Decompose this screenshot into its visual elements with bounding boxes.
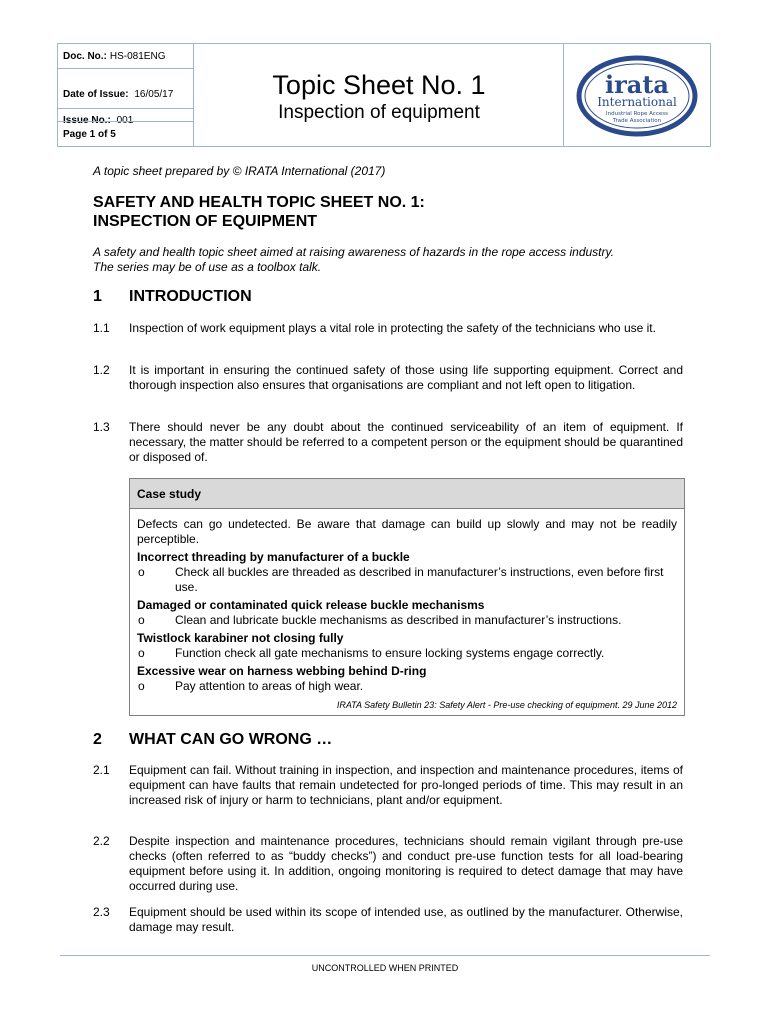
paragraph-text: Equipment can fail. Without training in inspection, and inspection and maintenance procedures, items of equipment can have faults that remain undetected for pro-longed periods of time. This may result in an increased risk of injury or harm to technicians, plant and/or equipment. bbox=[129, 763, 683, 807]
paragraph-number: 2.1 bbox=[93, 763, 110, 777]
case-item-text: Function check all gate mechanisms to ensure locking systems engage correctly. bbox=[175, 646, 605, 660]
case-study-body bbox=[130, 509, 684, 713]
bullet-icon: o bbox=[138, 646, 145, 660]
doc-meta-column bbox=[58, 44, 194, 146]
page-title: Topic Sheet No. 1 bbox=[272, 70, 486, 100]
case-item-bullet bbox=[137, 646, 677, 661]
case-item-text: Clean and lubricate buckle mechanisms as described in manufacturer’s instructions. bbox=[175, 613, 622, 627]
paragraph bbox=[93, 420, 683, 465]
case-study-source: IRATA Safety Bulletin 23: Safety Alert - Pre-use checking of equipment. 29 June 2012 bbox=[336, 700, 677, 710]
main-title bbox=[93, 193, 425, 231]
title-column bbox=[194, 44, 564, 146]
paragraph-text: Equipment should be used within its scope of intended use, as outlined by the manufacturer. Otherwise, damage may result. bbox=[129, 905, 683, 934]
paragraph bbox=[93, 905, 683, 935]
section-number: 1 bbox=[93, 288, 102, 305]
paragraph-text: Despite inspection and maintenance procedures, technicians should remain vigilant through pre-use checks (often referred to as “buddy checks”) and conduct pre-use function tests for all load-bearing equipment before using it. In addition, ongoing monitoring is required to detect damage that may have occurred during use. bbox=[129, 834, 683, 893]
footer-text: UNCONTROLLED WHEN PRINTED bbox=[311, 963, 459, 973]
logo-word: irata bbox=[605, 70, 669, 99]
section-title: WHAT CAN GO WRONG … bbox=[129, 731, 333, 748]
intro-line-1: A safety and health topic sheet aimed at raising awareness of hazards in the rope access industry. bbox=[93, 245, 614, 259]
page-number bbox=[58, 121, 193, 146]
date-of-issue bbox=[63, 89, 173, 100]
irata-logo-icon bbox=[564, 44, 710, 146]
bullet-icon: o bbox=[138, 565, 145, 579]
bullet-icon: o bbox=[138, 613, 145, 627]
page-subtitle: Inspection of equipment bbox=[278, 102, 480, 123]
prepared-by: A topic sheet prepared by © IRATA International (2017) bbox=[93, 164, 386, 178]
case-item-heading: Damaged or contaminated quick release buckle mechanisms bbox=[137, 598, 485, 612]
issue-label: Issue No.: bbox=[63, 115, 111, 126]
paragraph-number: 1.1 bbox=[93, 321, 110, 335]
paragraph-text: Inspection of work equipment plays a vital role in protecting the safety of the technicians who use it. bbox=[129, 321, 656, 335]
doc-number-label: Doc. No.: bbox=[63, 50, 107, 62]
case-item-bullet bbox=[137, 613, 677, 628]
paragraph-text: There should never be any doubt about the continued serviceability of an item of equipment. If necessary, the matter should be referred to a competent person or the equipment should be quarantined or disposed of. bbox=[129, 420, 683, 464]
paragraph bbox=[93, 363, 683, 393]
paragraph-number: 2.2 bbox=[93, 834, 110, 848]
issue-info bbox=[58, 69, 193, 126]
logo-sub: International bbox=[597, 95, 677, 109]
case-item-heading: Excessive wear on harness webbing behind D-ring bbox=[137, 664, 427, 678]
case-item-text: Check all buckles are threaded as described in manufacturer’s instructions, even before first use. bbox=[175, 565, 664, 594]
main-title-line-2: INSPECTION OF EQUIPMENT bbox=[93, 213, 318, 230]
paragraph-number: 1.3 bbox=[93, 420, 110, 434]
section-title: INTRODUCTION bbox=[129, 288, 252, 305]
footer-divider bbox=[60, 955, 710, 956]
paragraph bbox=[93, 763, 683, 808]
logo-tag-2: Trade Association bbox=[612, 118, 662, 124]
paragraph bbox=[93, 834, 683, 894]
section-number: 2 bbox=[93, 731, 102, 748]
paragraph-text: It is important in ensuring the continued safety of those using life supporting equipment. Correct and thorough inspection also ensures that organisations are compliant and not left open to litigation. bbox=[129, 363, 683, 392]
case-item-bullet bbox=[137, 565, 677, 595]
paragraph-number: 2.3 bbox=[93, 905, 110, 919]
bullet-icon: o bbox=[138, 679, 145, 693]
case-study-box bbox=[129, 478, 685, 716]
main-title-line-1: SAFETY AND HEALTH TOPIC SHEET NO. 1: bbox=[93, 194, 425, 211]
intro-text bbox=[93, 245, 681, 275]
issue-value: 001 bbox=[116, 115, 134, 126]
document-header bbox=[57, 43, 711, 147]
logo-tag-1: Industrial Rope Access bbox=[606, 111, 668, 117]
logo-column bbox=[564, 44, 710, 146]
divider bbox=[58, 108, 193, 109]
case-item-heading: Incorrect threading by manufacturer of a buckle bbox=[137, 550, 410, 564]
case-study-intro: Defects can go undetected. Be aware that damage can build up slowly and may not be readily perceptible. bbox=[137, 517, 677, 546]
date-label: Date of Issue: bbox=[63, 89, 129, 100]
case-item-text: Pay attention to areas of high wear. bbox=[175, 679, 364, 693]
doc-number bbox=[58, 44, 193, 69]
page-number-text: Page 1 of 5 bbox=[63, 128, 116, 140]
case-study-heading: Case study bbox=[130, 479, 684, 509]
case-item-heading: Twistlock karabiner not closing fully bbox=[137, 631, 344, 645]
doc-number-value: HS-081ENG bbox=[109, 50, 166, 62]
date-value: 16/05/17 bbox=[134, 89, 174, 100]
paragraph bbox=[93, 321, 683, 336]
intro-line-2: The series may be of use as a toolbox talk. bbox=[93, 260, 322, 274]
case-item-bullet bbox=[137, 679, 677, 694]
paragraph-number: 1.2 bbox=[93, 363, 110, 377]
